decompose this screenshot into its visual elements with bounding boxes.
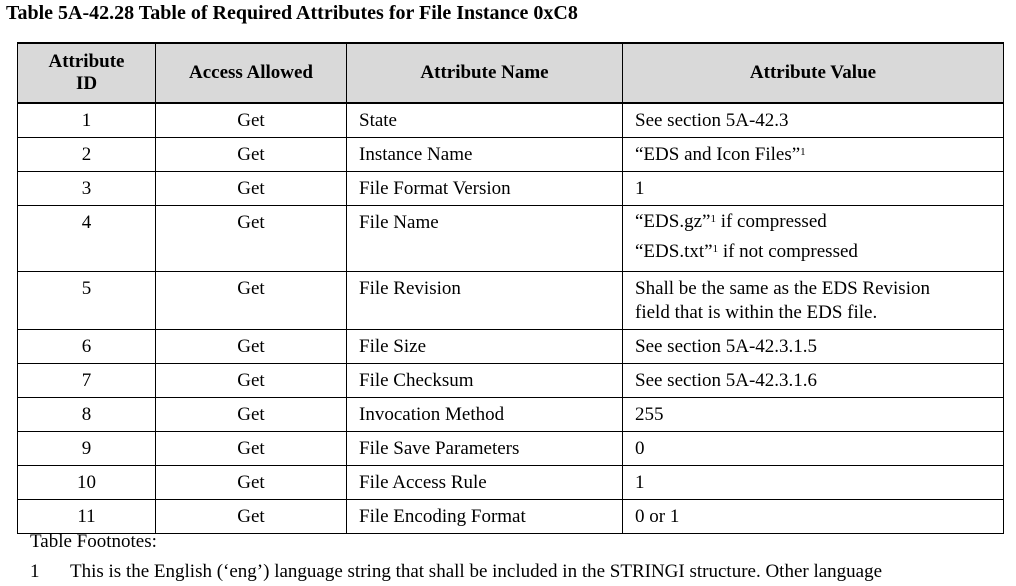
cell-attribute-value: 0 or 1 (623, 500, 1004, 534)
cell-attribute-value: 0 (623, 432, 1004, 466)
cell-access-allowed: Get (156, 432, 347, 466)
table-row (18, 466, 1004, 500)
table-row (18, 500, 1004, 534)
cell-attribute-id: 1 (18, 103, 156, 138)
header-access-allowed: Access Allowed (156, 43, 347, 103)
cell-access-allowed: Get (156, 103, 347, 138)
cell-access-allowed: Get (156, 398, 347, 432)
cell-attribute-value: 255 (623, 398, 1004, 432)
cell-attribute-id: 5 (18, 272, 156, 330)
cell-attribute-name: Instance Name (347, 138, 623, 172)
table-caption: Table 5A-42.28 Table of Required Attributes for File Instance 0xC8 (6, 2, 578, 24)
cell-attribute-value (623, 138, 1004, 172)
cell-attribute-id: 11 (18, 500, 156, 534)
cell-attribute-name: File Access Rule (347, 466, 623, 500)
value-text: “EDS and Icon Files” (635, 144, 801, 165)
cell-attribute-name: File Size (347, 330, 623, 364)
cell-attribute-id: 6 (18, 330, 156, 364)
cell-access-allowed: Get (156, 364, 347, 398)
footnote-item (30, 561, 882, 583)
cell-attribute-name: File Checksum (347, 364, 623, 398)
cell-attribute-name: State (347, 103, 623, 138)
cell-attribute-id: 2 (18, 138, 156, 172)
cell-access-allowed: Get (156, 500, 347, 534)
cell-attribute-value: See section 5A-42.3.1.5 (623, 330, 1004, 364)
table-row (18, 398, 1004, 432)
cell-access-allowed: Get (156, 206, 347, 272)
cell-attribute-value: 1 (623, 466, 1004, 500)
table-row (18, 172, 1004, 206)
table-header-row (18, 43, 1004, 103)
table-row (18, 206, 1004, 272)
cell-attribute-name: File Save Parameters (347, 432, 623, 466)
footnote-ref: 1 (800, 146, 806, 158)
cell-access-allowed: Get (156, 172, 347, 206)
value-text: if not compressed (718, 241, 858, 262)
footnotes-title: Table Footnotes: (30, 531, 157, 552)
footnote-text: This is the English (‘eng’) language string that shall be included in the STRINGI structure. Other language (70, 561, 883, 582)
value-text: “EDS.gz” (635, 211, 711, 232)
header-attribute-id-line2: ID (75, 73, 98, 94)
cell-attribute-name: File Revision (347, 272, 623, 330)
cell-attribute-value (623, 272, 1004, 330)
header-attribute-name: Attribute Name (347, 43, 623, 103)
value-text: if compressed (715, 211, 827, 232)
cell-attribute-value: See section 5A-42.3.1.6 (623, 364, 1004, 398)
footnote-number: 1 (30, 561, 40, 582)
cell-access-allowed: Get (156, 330, 347, 364)
table-row (18, 272, 1004, 330)
cell-attribute-value: See section 5A-42.3 (623, 103, 1004, 138)
cell-attribute-id: 3 (18, 172, 156, 206)
cell-attribute-value (623, 206, 1004, 272)
value-line: field that is within the EDS file. (635, 302, 878, 323)
footnote-ref: 1 (712, 243, 719, 255)
value-line: Shall be the same as the EDS Revision (635, 278, 930, 299)
table-row (18, 432, 1004, 466)
header-attribute-id-line1: Attribute (48, 51, 125, 72)
attributes-table (17, 42, 1004, 534)
cell-access-allowed: Get (156, 272, 347, 330)
table-row (18, 138, 1004, 172)
cell-attribute-id: 4 (18, 206, 156, 272)
value-line (635, 237, 991, 267)
cell-attribute-id: 9 (18, 432, 156, 466)
cell-attribute-value: 1 (623, 172, 1004, 206)
value-text: “EDS.txt” (635, 241, 713, 262)
table-row (18, 364, 1004, 398)
cell-access-allowed: Get (156, 466, 347, 500)
cell-attribute-name: File Name (347, 206, 623, 272)
header-attribute-id (18, 43, 156, 103)
cell-attribute-id: 8 (18, 398, 156, 432)
cell-attribute-name: File Encoding Format (347, 500, 623, 534)
header-attribute-value: Attribute Value (623, 43, 1004, 103)
cell-attribute-name: File Format Version (347, 172, 623, 206)
cell-attribute-id: 7 (18, 364, 156, 398)
table-row (18, 330, 1004, 364)
value-line (635, 207, 991, 237)
table-row (18, 103, 1004, 138)
footnote-ref: 1 (710, 213, 716, 225)
cell-access-allowed: Get (156, 138, 347, 172)
cell-attribute-name: Invocation Method (347, 398, 623, 432)
cell-attribute-id: 10 (18, 466, 156, 500)
